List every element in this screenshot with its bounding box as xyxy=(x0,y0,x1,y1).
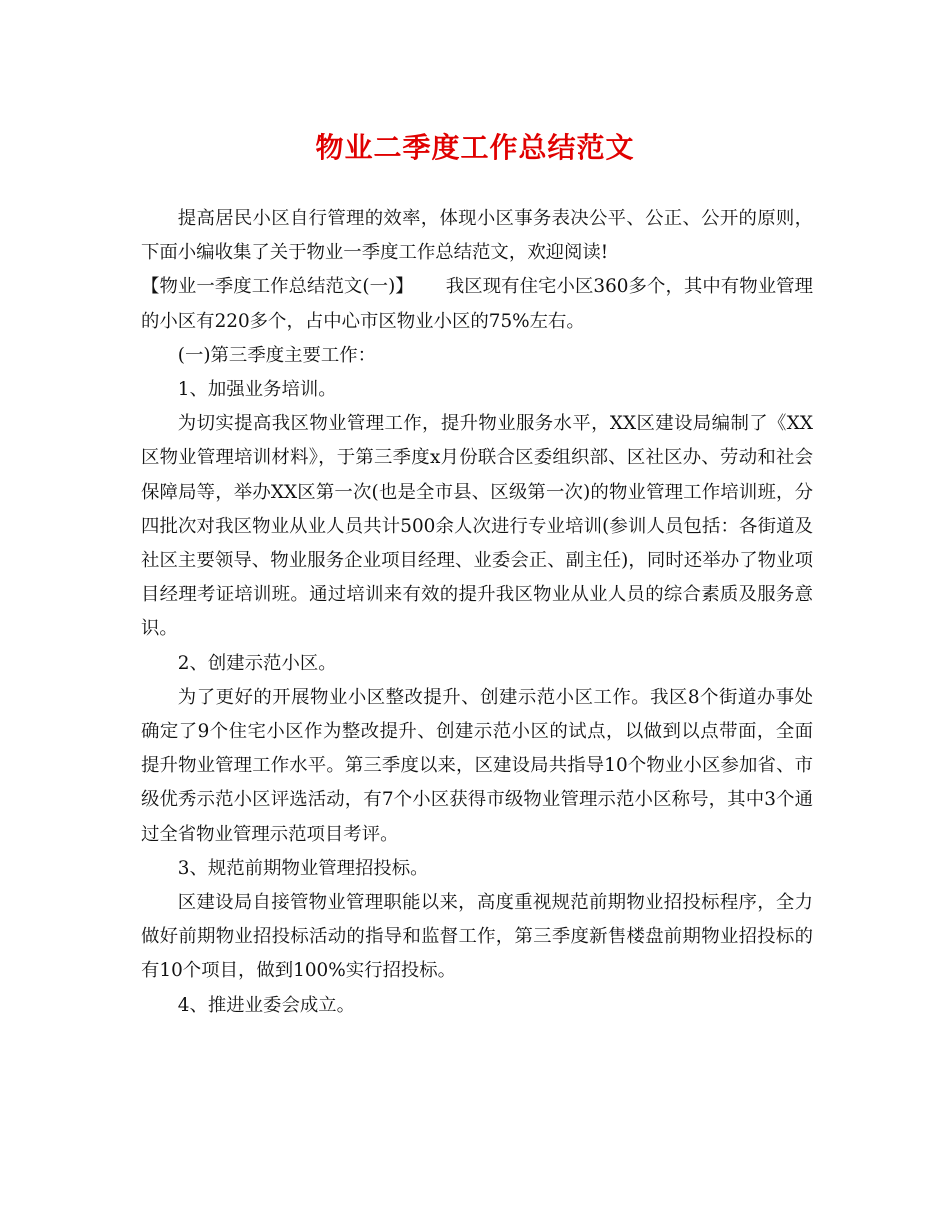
document-title: 物业二季度工作总结范文 xyxy=(315,131,635,164)
paragraph: 为切实提高我区物业管理工作，提升物业服务水平，XX区建设局编制了《XX区物业管理培训材料》，于第三季度x月份联合区委组织部、区社区办、劳动和社会保障局等，举办XX区第一次(也是全市县、区级第一次)的物业管理工作培训班，分四批次对我区物业从业人员共计500余人次进行专业培训(参训人员包括：各街道及社区主要领导、物业服务企业项目经理、业委会正、副主任)，同时还举办了物业项目经理考证培训班。通过培训来有效的提升我区物业从业人员的综合素质及服务意识。 xyxy=(141,413,813,640)
paragraph: 1、加强业务培训。 xyxy=(177,379,337,401)
section-heading-paragraph xyxy=(141,270,813,338)
paragraph: 3、规范前期物业管理招投标。 xyxy=(177,857,429,879)
paragraph: 4、推进业委会成立。 xyxy=(177,994,356,1016)
paragraph: 为了更好的开展物业小区整改提升、创建示范小区工作。我区8个街道办事处确定了9个住宅小区作为整改提升、创建示范小区的试点，以做到以点带面，全面提升物业管理工作水平。第三季度以来，区建设局共指导10个物业小区参加省、市级优秀示范小区评选活动，有7个小区获得市级物业管理示范小区称号，其中3个通过全省物业管理示范项目考评。 xyxy=(141,686,813,845)
section-heading: 【物业一季度工作总结范文(一)】 xyxy=(141,276,414,298)
intro-paragraph: 提高居民小区自行管理的效率，体现小区事务表决公平、公正、公开的原则，下面小编收集了关于物业一季度工作总结范文，欢迎阅读! xyxy=(141,208,813,264)
paragraph: (一)第三季度主要工作： xyxy=(177,344,377,366)
paragraph: 2、创建示范小区。 xyxy=(177,652,337,674)
section-lead: 我区现有住宅小区360多个，其中有物业管理的小区有220多个，占中心市区物业小区的75%左右。 xyxy=(141,276,813,332)
paragraph: 区建设局自接管物业管理职能以来，高度重视规范前期物业招投标程序，全力做好前期物业招投标活动的指导和监督工作，第三季度新售楼盘前期物业招投标的有10个项目，做到100%实行招投标。 xyxy=(141,892,813,982)
document-body xyxy=(141,202,813,1023)
